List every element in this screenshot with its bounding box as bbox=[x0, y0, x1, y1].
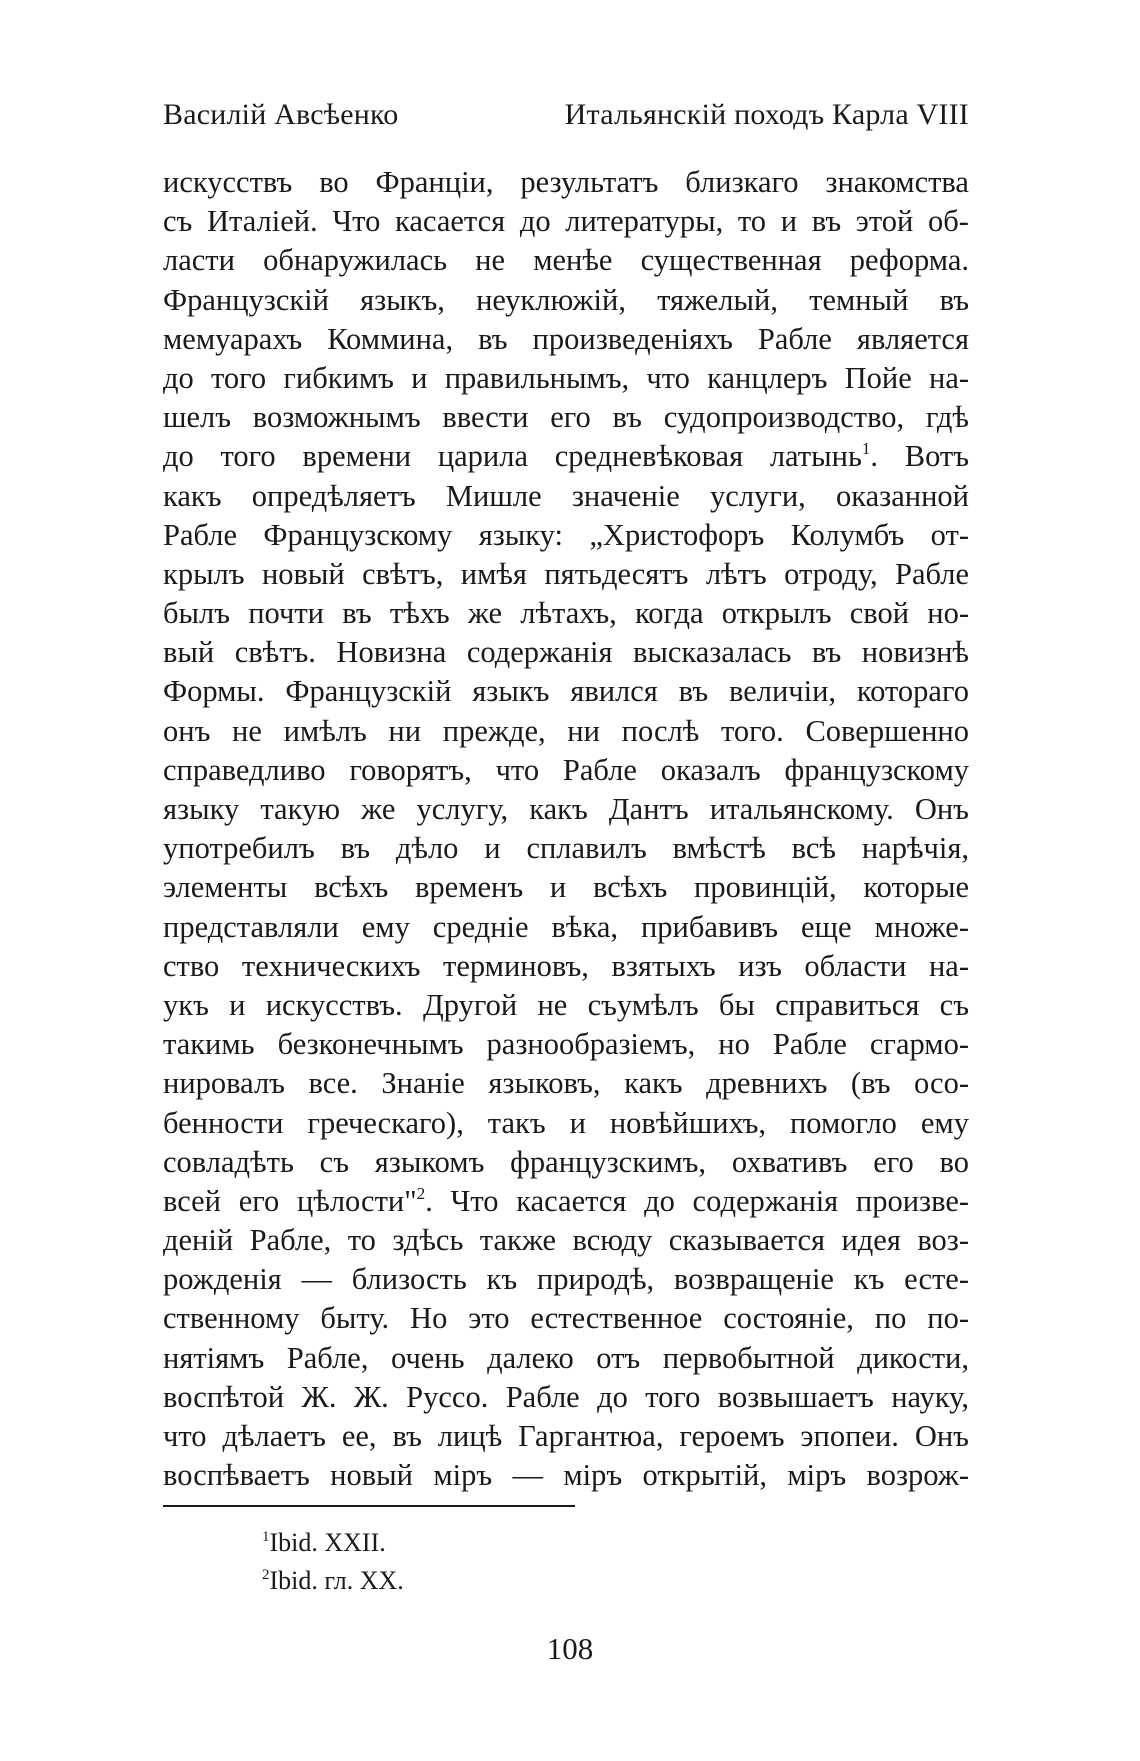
text-line: рожденія — близость къ природѣ, возвращеніе къ есте- bbox=[163, 1262, 969, 1297]
body-text bbox=[163, 163, 969, 1495]
text-line: воспѣваетъ новый міръ — міръ открытій, міръ возрож- bbox=[163, 1458, 969, 1493]
text-line: укъ и искусствъ. Другой не съумѣлъ бы справиться съ bbox=[163, 987, 969, 1022]
text-line: искусствъ во Франціи, результатъ близкаго знакомства bbox=[163, 165, 969, 199]
footnote-ref-1[interactable]: 1 bbox=[861, 439, 871, 459]
text-line: мемуарахъ Коммина, въ произведеніяхъ Рабле является bbox=[163, 321, 969, 356]
text-line: представляли ему средніе вѣка, прибавивъ еще множе- bbox=[163, 909, 969, 944]
footnotes bbox=[262, 1524, 404, 1600]
text-line: ственному быту. Но это естественное состояніе, по по- bbox=[163, 1301, 969, 1336]
text-line: ство техническихъ терминовъ, взятыхъ изъ области на- bbox=[163, 948, 969, 983]
footnote-ref-2[interactable]: 2 bbox=[416, 1183, 426, 1203]
text-line: воспѣтой Ж. Ж. Руссо. Рабле до того возвышаетъ науку, bbox=[163, 1379, 969, 1414]
footnote-marker: 1 bbox=[262, 1529, 270, 1545]
footnote-1 bbox=[262, 1524, 404, 1562]
text-segment: . Вотъ bbox=[870, 439, 969, 474]
text-line: ласти обнаружилась не менѣе существенная реформа. bbox=[163, 243, 969, 278]
text-line: употребилъ въ дѣло и сплавилъ вмѣстѣ всѣ нарѣчія, bbox=[163, 831, 969, 866]
text-line: элементы всѣхъ временъ и всѣхъ провинцій, которые bbox=[163, 870, 969, 905]
text-line: нировалъ все. Знаніе языковъ, какъ древнихъ (въ осо- bbox=[163, 1066, 969, 1101]
text-line: Французскій языкъ, неуклюжій, тяжелый, темный въ bbox=[163, 282, 969, 317]
text-line: справедливо говорятъ, что Рабле оказалъ французскому bbox=[163, 752, 969, 787]
footnote-text: Ibid. XXII. bbox=[269, 1528, 386, 1557]
text-line: крылъ новый свѣтъ, имѣя пятьдесятъ лѣтъ отроду, Рабле bbox=[163, 556, 969, 591]
text-line: шелъ возможнымъ ввести его въ судопроизводство, гдѣ bbox=[163, 400, 969, 435]
text-line: былъ почти въ тѣхъ же лѣтахъ, когда открылъ свой но- bbox=[163, 596, 969, 631]
text-line: деній Рабле, то здѣсь также всюду сказывается идея воз- bbox=[163, 1223, 969, 1258]
text-line: совладѣть съ языкомъ французскимъ, охвативъ его во bbox=[163, 1144, 969, 1179]
text-segment: до того времени царила средневѣковая латынь bbox=[163, 439, 862, 474]
text-line: до того гибкимъ и правильнымъ, что канцлеръ Пойе на- bbox=[163, 360, 969, 395]
text-line: нятіямъ Рабле, очень далеко отъ первобытной дикости, bbox=[163, 1340, 969, 1375]
text-line: Формы. Французскій языкъ явился въ величіи, котораго bbox=[163, 674, 969, 709]
footnote-text: Ibid. гл. XX. bbox=[269, 1566, 404, 1595]
text-line: что дѣлаетъ ее, въ лицѣ Гаргантюа, героемъ эпопеи. Онъ bbox=[163, 1419, 969, 1453]
text-line-with-footnote-2 bbox=[163, 1182, 969, 1221]
footnote-marker: 2 bbox=[262, 1567, 270, 1583]
text-segment: всей его цѣлости" bbox=[163, 1183, 417, 1218]
footnote-divider bbox=[163, 1505, 575, 1507]
running-header bbox=[163, 98, 969, 138]
text-line: такимь безконечнымъ разнообразіемъ, но Рабле сгармо- bbox=[163, 1027, 969, 1062]
text-line: онъ не имѣлъ ни прежде, ни послѣ того. Совершенно bbox=[163, 713, 969, 748]
page-number: 108 bbox=[546, 1631, 594, 1666]
text-line: Рабле Французскому языку: „Христофоръ Колумбъ от- bbox=[163, 517, 969, 552]
text-line: бенности греческаго), такъ и новѣйшихъ, помогло ему bbox=[163, 1105, 969, 1140]
header-title: Итальянскій походъ Карла VIII bbox=[564, 98, 969, 131]
text-line: какъ опредѣляетъ Мишле значеніе услуги, оказанной bbox=[163, 478, 969, 513]
text-line: вый свѣтъ. Новизна содержанія высказалась въ новизнѣ bbox=[163, 635, 969, 670]
text-line-with-footnote-1 bbox=[163, 437, 969, 476]
text-segment: . Что касается до содержанія произве- bbox=[425, 1183, 969, 1218]
text-line: съ Италіей. Что касается до литературы, то и въ этой об- bbox=[163, 204, 969, 239]
text-line: языку такую же услугу, какъ Дантъ итальянскому. Онъ bbox=[163, 792, 969, 826]
footnote-2 bbox=[262, 1562, 404, 1600]
header-author: Василій Авсѣенко bbox=[163, 98, 399, 131]
